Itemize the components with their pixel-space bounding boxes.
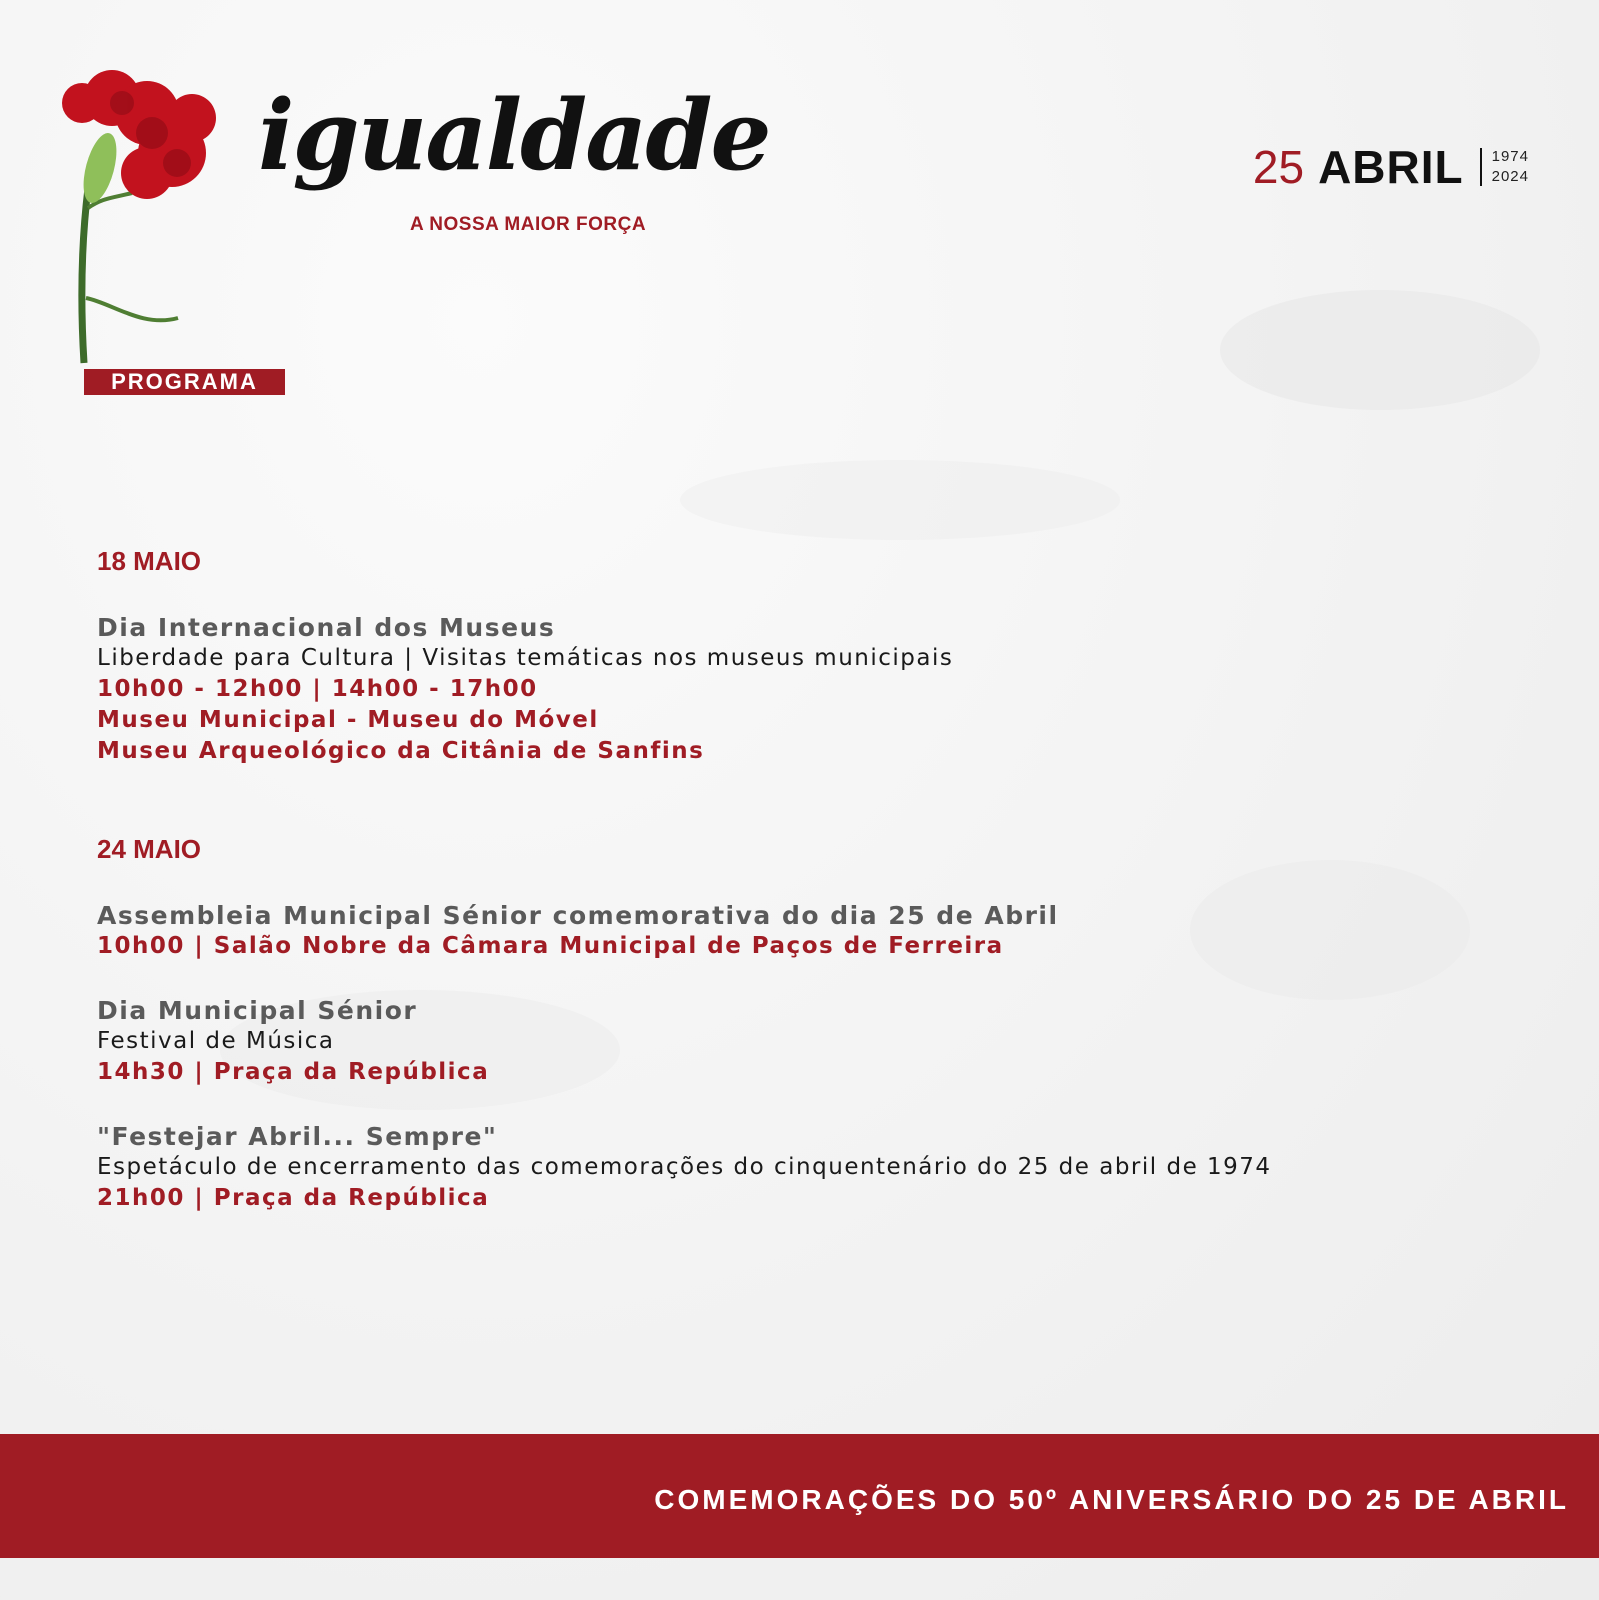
- date-section-24-maio: [97, 833, 1517, 1214]
- event-description: Espetáculo de encerramento das comemorações do cinquentenário do 25 de abril de 1974: [97, 1154, 1272, 1180]
- anniversary-mark: [1253, 140, 1529, 194]
- event-time-location: 21h00 | Praça da República: [97, 1185, 490, 1211]
- year-start: 1974: [1491, 148, 1529, 165]
- event-time-location: 10h00 | Salão Nobre da Câmara Municipal de Paços de Ferreira: [97, 933, 1004, 959]
- logo-subtitle: A NOSSA MAIOR FORÇA: [410, 214, 647, 235]
- event-time: 10h00 - 12h00 | 14h00 - 17h00: [97, 676, 538, 702]
- event-item: [97, 1121, 1517, 1214]
- program-content: [97, 545, 1517, 1214]
- anniversary-month: ABRIL: [1318, 141, 1464, 193]
- logo-title: igualdade: [258, 79, 770, 192]
- event-time-location: 14h30 | Praça da República: [97, 1059, 490, 1085]
- red-carnation-icon: [52, 58, 242, 378]
- event-description: Liberdade para Cultura | Visitas temáticas nos museus municipais: [97, 645, 954, 671]
- event-title: Dia Municipal Sénior: [97, 996, 418, 1025]
- event-location: Museu Municipal - Museu do Móvel: [97, 707, 599, 733]
- date-heading: 24 MAIO: [97, 834, 202, 864]
- footer-text: COMEMORAÇÕES DO 50º ANIVERSÁRIO DO 25 DE ABRIL: [654, 1484, 1569, 1515]
- date-heading: 18 MAIO: [97, 546, 202, 576]
- date-section-18-maio: [97, 545, 1517, 767]
- event-item: [97, 995, 1517, 1088]
- anniversary-divider: [1480, 148, 1482, 186]
- event-item: [97, 612, 1517, 767]
- anniversary-day: 25: [1252, 141, 1305, 193]
- event-description: Festival de Música: [97, 1028, 335, 1054]
- event-location: Museu Arqueológico da Citânia de Sanfins: [97, 738, 705, 764]
- event-title: Assembleia Municipal Sénior comemorativa do dia 25 de Abril: [97, 901, 1059, 930]
- anniversary-years: [1492, 147, 1529, 187]
- event-item: [97, 900, 1517, 962]
- event-title: "Festejar Abril... Sempre": [97, 1122, 498, 1151]
- footer-band: [0, 1434, 1599, 1558]
- year-end: 2024: [1491, 168, 1529, 185]
- event-title: Dia Internacional dos Museus: [97, 613, 556, 642]
- programa-badge: PROGRAMA: [84, 369, 285, 395]
